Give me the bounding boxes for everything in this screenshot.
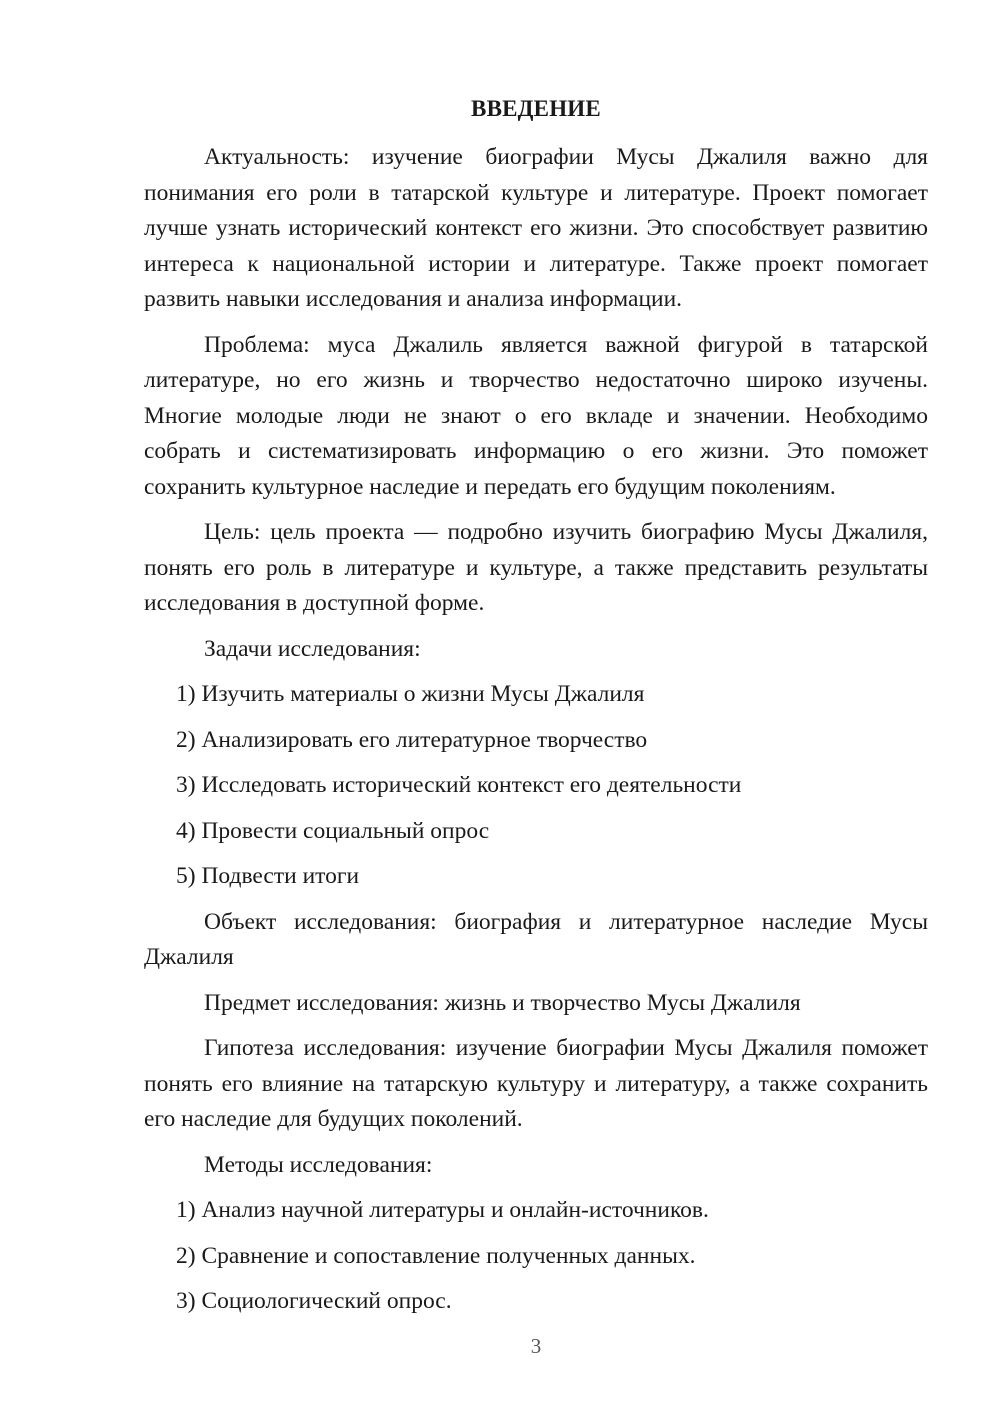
- list-item: 2) Анализировать его литературное творчество: [176, 726, 648, 753]
- tasks-list: [144, 677, 928, 895]
- paragraph-hypothesis: Гипотеза исследования: изучение биографии Мусы Джалиля поможет понять его влияние на татарскую культуру и литературу, а также сохранить его наследие для будущих поколений.: [144, 1035, 928, 1132]
- document-body: [144, 140, 928, 1320]
- list-item: 3) Социологический опрос.: [176, 1288, 452, 1314]
- list-item: 1) Анализ научной литературы и онлайн-источников.: [176, 1197, 709, 1223]
- page-number: 3: [530, 1334, 542, 1358]
- paragraph-problem: Проблема: муса Джалиль является важной фигурой в татарской литературе, но его жизнь и творчество недостаточно широко изучены. Многие молодые люди не знают о его вкладе и значении. Необходимо собрать и систематизировать информацию о его жизни. Это поможет сохранить культурное наследие и передать его будущим поколениям.: [144, 331, 928, 500]
- paragraph-object: Объект исследования: биография и литературное наследие Мусы Джалиля: [144, 908, 928, 970]
- methods-title: Методы исследования:: [204, 1151, 433, 1178]
- tasks-title: Задачи исследования:: [204, 635, 421, 662]
- paragraph-subject: Предмет исследования: жизнь и творчество Мусы Джалиля: [204, 989, 801, 1016]
- list-item: 1) Изучить материалы о жизни Мусы Джалиля: [176, 681, 645, 707]
- list-item: 5) Подвести итоги: [176, 863, 360, 889]
- paragraph-goal: Цель: цель проекта — подробно изучить биографию Мусы Джалиля, понять его роль в литературе и культуре, а также представить результаты исследования в доступной форме.: [144, 519, 928, 616]
- methods-list: [144, 1193, 928, 1320]
- list-item: 3) Исследовать исторический контекст его деятельности: [176, 772, 742, 798]
- list-item: 2) Сравнение и сопоставление полученных данных.: [176, 1242, 696, 1269]
- paragraph-relevance: Актуальность: изучение биографии Мусы Джалиля важно для понимания его роли в татарской культуре и литературе. Проект помогает лучше узнать исторический контекст его жизни. Это способствует развитию интереса к национальной истории и литературе. Также проект помогает развить навыки исследования и анализа информации.: [144, 144, 928, 312]
- page-title: ВВЕДЕНИЕ: [471, 96, 601, 121]
- list-item: 4) Провести социальный опрос: [176, 817, 490, 844]
